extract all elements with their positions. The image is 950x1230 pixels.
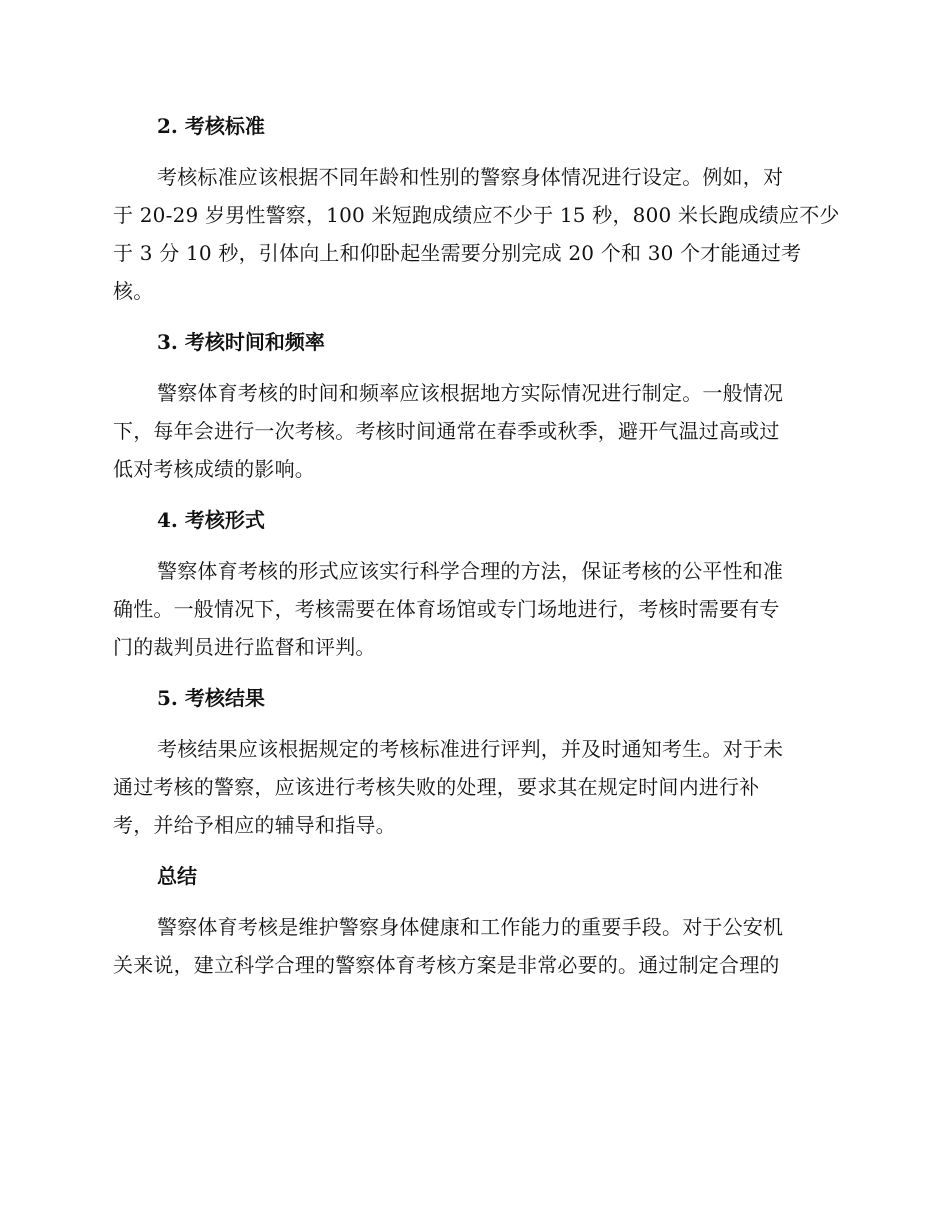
paragraph-line: 于 3 分 10 秒，引体向上和仰卧起坐需要分别完成 20 个和 30 个才能通过考: [113, 241, 802, 265]
section-paragraph: [113, 908, 835, 984]
section-paragraph: [113, 730, 835, 844]
paragraph-line: 下，每年会进行一次考核。考核时间通常在春季或秋季，避开气温过高或过: [113, 419, 780, 443]
paragraph-line: 确性。一般情况下，考核需要在体育场馆或专门场地进行，考核时需要有专: [113, 597, 780, 621]
section-paragraph: [113, 552, 835, 666]
paragraph-line: 警察体育考核的形式应该实行科学合理的方法，保证考核的公平性和准: [157, 559, 784, 583]
paragraph-line: 门的裁判员进行监督和评判。: [113, 635, 376, 659]
paragraph-line: 警察体育考核是维护警察身体健康和工作能力的重要手段。对于公安机: [157, 915, 784, 939]
section-heading: 5. 考核结果: [157, 686, 265, 710]
section-heading: 4. 考核形式: [157, 508, 265, 532]
section-paragraph: [113, 374, 835, 488]
paragraph-line: 通过考核的警察，应该进行考核失败的处理，要求其在规定时间内进行补: [113, 775, 760, 799]
document-content: [113, 108, 840, 998]
paragraph-line: 考核标准应该根据不同年龄和性别的警察身体情况进行设定。例如，对: [157, 165, 784, 189]
section-heading: 3. 考核时间和频率: [157, 330, 325, 354]
paragraph-line: 核。: [113, 279, 154, 303]
paragraph-line: 关来说，建立科学合理的警察体育考核方案是非常必要的。通过制定合理的: [113, 953, 780, 977]
paragraph-line: 考核结果应该根据规定的考核标准进行评判，并及时通知考生。对于未: [157, 737, 784, 761]
paragraph-line: 低对考核成绩的影响。: [113, 457, 315, 481]
section-heading: 2. 考核标准: [157, 114, 265, 138]
section-paragraph: [113, 158, 840, 310]
section-heading: 总结: [157, 864, 197, 888]
paragraph-line: 于 20-29 岁男性警察，100 米短跑成绩应不少于 15 秒，800 米长跑成绩应不少: [113, 203, 840, 227]
paragraph-line: 警察体育考核的时间和频率应该根据地方实际情况进行制定。一般情况: [157, 381, 784, 405]
paragraph-line: 考，并给予相应的辅导和指导。: [113, 813, 396, 837]
